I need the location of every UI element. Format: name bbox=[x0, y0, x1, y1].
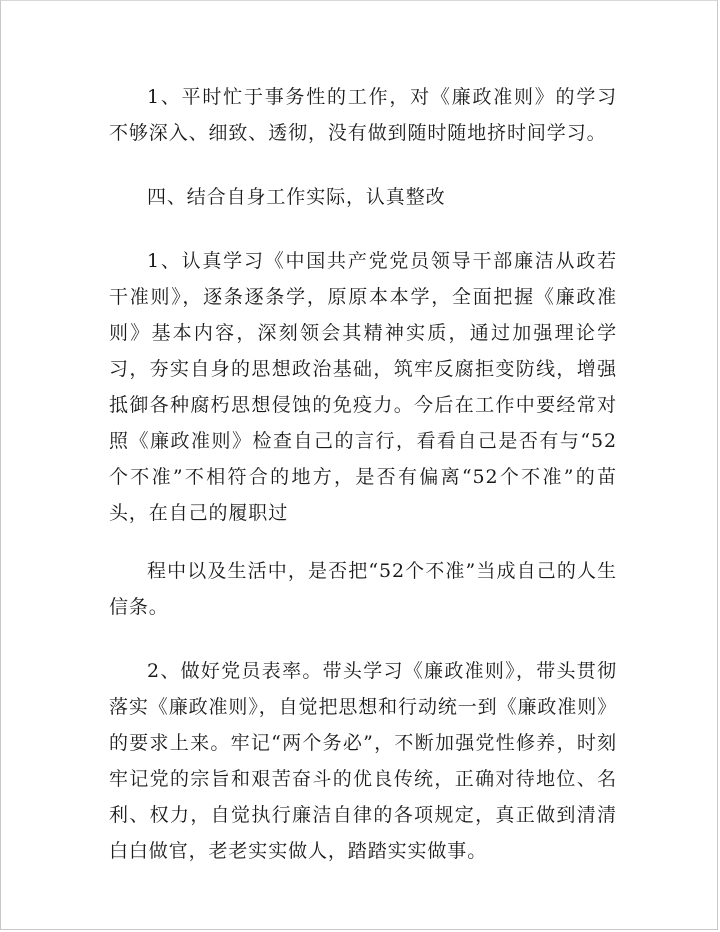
paragraph-study-shortcoming: 1、平时忙于事务性的工作，对《廉政准则》的学习不够深入、细致、透彻，没有做到随时随地挤时间学习。 bbox=[109, 86, 617, 144]
paragraph-party-model: 2、做好党员表率。带头学习《廉政准则》，带头贯彻落实《廉政准则》，自觉把思想和行动统一到《廉政准则》的要求上来。牢记“两个务必”，不断加强党性修养，时刻牢记党的宗旨和艰苦奋斗的优良传统，正确对待地位、名利、权力，自觉执行廉洁自律的各项规定，真正做到清清白白做官，老老实实做人，踏踏实实做事。 bbox=[109, 660, 617, 862]
paragraph-continuation: 程中以及生活中，是否把“52个不准”当成自己的人生信条。 bbox=[109, 560, 617, 618]
paragraph-earnest-study: 1、认真学习《中国共产党党员领导干部廉洁从政若干准则》，逐条逐条学，原原本本学，全面把握《廉政准则》基本内容，深刻领会其精神实质，通过加强理论学习，夯实自身的思想政治基础，筑牢反腐拒变防线，增强抵御各种腐朽思想侵蚀的免疫力。今后在工作中要经常对照《廉政准则》检查自己的言行，看看自己是否有与“52个不准”不相符合的地方，是否有偏离“52个不准”的苗头，在自己的履职过 bbox=[109, 250, 617, 524]
document-body bbox=[109, 79, 617, 869]
section-heading-rectification: 四、结合自身工作实际，认真整改 bbox=[147, 186, 446, 208]
